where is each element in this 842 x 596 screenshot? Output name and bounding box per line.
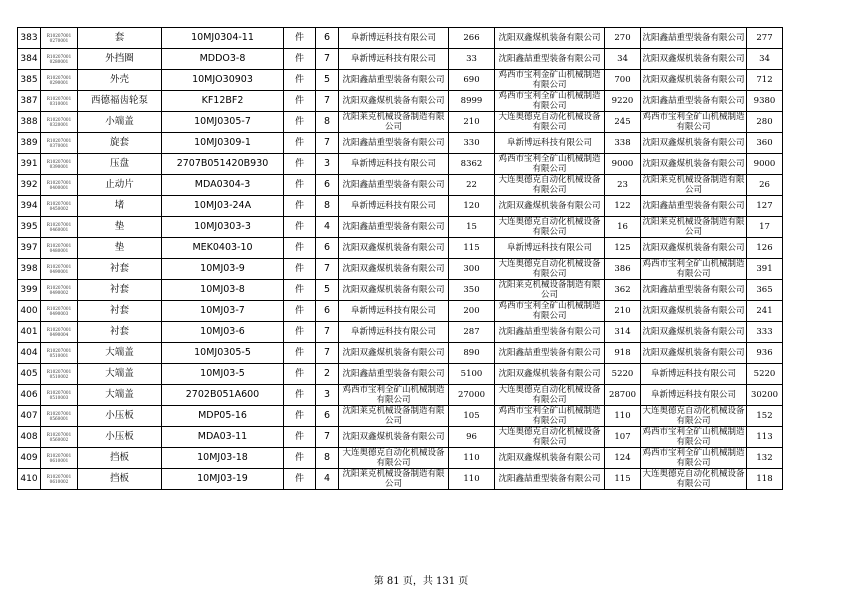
part-name-cell: 衬套 [78,259,162,280]
supplier-1-cell: 阜新博远科技有限公司 [339,301,449,322]
supplier-3-cell: 鸡西市宝利全矿山机械制造有限公司 [642,427,745,447]
supplier-3-cell: 大连奥德克自动化机械设备有限公司 [642,406,745,426]
supplier-1-cell: 沈阳莱克机械设备制造有限公司 [339,112,449,133]
quantity-cell: 7 [316,259,339,280]
part-name-cell: 小压板 [78,427,162,448]
supplier-3-cell: 阜新博远科技有限公司 [641,364,747,385]
material-code-cell: R10207001 0490004 [41,322,78,343]
supplier-2-cell: 沈阳鑫喆重型装备有限公司 [495,49,605,70]
supplier-2-cell: 沈阳莱克机械设备制造有限公司 [495,280,605,301]
supplier-1-cell: 沈阳双鑫煤机装备有限公司 [339,91,449,112]
price-2-cell: 115 [605,469,641,490]
model-number-cell: 10MJ03-5 [162,364,284,385]
supplier-2-cell: 沈阳鑫喆重型装备有限公司 [495,469,605,490]
material-code-cell: R10207001 0490002 [41,280,78,301]
price-2-cell: 107 [605,427,641,448]
supplier-3-cell: 沈阳双鑫煤机装备有限公司 [641,343,747,364]
price-3-cell: 5220 [747,364,783,385]
price-1-cell: 8362 [449,154,495,175]
row-number-cell: 398 [18,259,41,280]
table-row [18,28,783,49]
unit-cell: 件 [284,385,316,406]
table-row [18,196,783,217]
material-code-cell: R10207001 0610001 [41,448,78,469]
row-number-cell: 404 [18,343,41,364]
supplier-1-cell: 沈阳双鑫煤机装备有限公司 [339,259,449,280]
material-code-cell: R10207001 0270001 [41,28,78,49]
price-1-cell: 890 [449,343,495,364]
supplier-3-cell: 沈阳鑫喆重型装备有限公司 [641,91,747,112]
part-name-cell: 旋套 [78,133,162,154]
unit-cell: 件 [284,175,316,196]
unit-cell: 件 [284,364,316,385]
supplier-2-cell: 沈阳双鑫煤机装备有限公司 [495,196,605,217]
material-code-cell: R10207001 0490003 [41,301,78,322]
model-number-cell: MDP05-16 [162,406,284,427]
table-row [18,322,783,343]
material-code-cell: R10207001 0370001 [41,133,78,154]
price-3-cell: 277 [747,28,783,49]
row-number-cell: 385 [18,70,41,91]
row-number-cell: 389 [18,133,41,154]
price-1-cell: 27000 [449,385,495,406]
supplier-3-cell: 沈阳莱克机械设备制造有限公司 [642,175,745,195]
price-2-cell: 338 [605,133,641,154]
supplier-2-cell: 鸡西市宝利全矿山机械制造有限公司 [495,91,605,112]
price-3-cell: 9000 [747,154,783,175]
quantity-cell: 7 [316,91,339,112]
price-2-cell: 23 [605,175,641,196]
part-name-cell: 衬套 [78,322,162,343]
price-3-cell: 113 [747,427,783,448]
supplier-2-cell: 大连奥德克自动化机械设备有限公司 [495,175,605,196]
price-2-cell: 362 [605,280,641,301]
price-2-cell: 122 [605,196,641,217]
price-3-cell: 280 [747,112,783,133]
supplier-2-cell: 沈阳鑫喆重型装备有限公司 [495,343,605,364]
unit-cell: 件 [284,343,316,364]
supplier-3-cell: 沈阳双鑫煤机装备有限公司 [641,133,747,154]
supplier-2-cell: 阜新博远科技有限公司 [495,133,605,154]
material-code-cell: R10207001 0320001 [41,112,78,133]
supplier-1-cell: 沈阳鑫喆重型装备有限公司 [339,70,449,91]
supplier-1-cell: 沈阳鑫喆重型装备有限公司 [339,364,449,385]
row-number-cell: 387 [18,91,41,112]
unit-cell: 件 [284,469,316,490]
supplier-2-cell: 鸡西市宝利全矿山机械制造有限公司 [495,154,605,175]
supplier-3-cell: 鸡西市宝利全矿山机械制造有限公司 [642,112,745,132]
price-1-cell: 120 [449,196,495,217]
unit-cell: 件 [284,28,316,49]
quantity-cell: 8 [316,196,339,217]
part-name-cell: 小压板 [78,406,162,427]
table-row [18,112,783,133]
table-row [18,301,783,322]
price-2-cell: 110 [605,406,641,427]
price-1-cell: 350 [449,280,495,301]
part-name-cell: 衬套 [78,280,162,301]
quantity-cell: 6 [316,175,339,196]
table-row [18,427,783,448]
supplier-1-cell: 阜新博远科技有限公司 [339,322,449,343]
quantity-cell: 6 [316,28,339,49]
price-1-cell: 5100 [449,364,495,385]
price-3-cell: 333 [747,322,783,343]
row-number-cell: 408 [18,427,41,448]
supplier-2-cell: 沈阳双鑫煤机装备有限公司 [495,364,605,385]
supplier-2-cell: 沈阳双鑫煤机装备有限公司 [495,28,605,49]
row-number-cell: 407 [18,406,41,427]
supplier-1-cell: 沈阳双鑫煤机装备有限公司 [339,238,449,259]
table-row [18,469,783,490]
price-3-cell: 391 [747,259,783,280]
part-name-cell: 套 [78,28,162,49]
supplier-2-cell: 鸡西市宝利全矿山机械制造有限公司 [495,406,605,427]
price-3-cell: 365 [747,280,783,301]
row-number-cell: 397 [18,238,41,259]
price-3-cell: 241 [747,301,783,322]
unit-cell: 件 [284,112,316,133]
price-2-cell: 314 [605,322,641,343]
price-3-cell: 118 [747,469,783,490]
unit-cell: 件 [284,448,316,469]
supplier-3-cell: 沈阳鑫喆重型装备有限公司 [641,196,747,217]
row-number-cell: 410 [18,469,41,490]
table-row [18,259,783,280]
row-number-cell: 383 [18,28,41,49]
quantity-cell: 8 [316,112,339,133]
row-number-cell: 392 [18,175,41,196]
model-number-cell: 10MJ0305-7 [162,112,284,133]
model-number-cell: 2707B051420B930 [162,154,284,175]
supplier-2-cell: 阜新博远科技有限公司 [495,238,605,259]
table-row [18,175,783,196]
price-1-cell: 22 [449,175,495,196]
unit-cell: 件 [284,406,316,427]
price-3-cell: 17 [747,217,783,238]
price-1-cell: 8999 [449,91,495,112]
price-2-cell: 386 [605,259,641,280]
supplier-3-cell: 沈阳双鑫煤机装备有限公司 [641,70,747,91]
model-number-cell: 10MJ03-18 [162,448,284,469]
supplier-3-cell: 沈阳莱克机械设备制造有限公司 [642,217,745,237]
material-code-cell: R10207001 0390001 [41,154,78,175]
unit-cell: 件 [284,322,316,343]
price-1-cell: 33 [449,49,495,70]
price-3-cell: 26 [747,175,783,196]
part-name-cell: 大端盖 [78,364,162,385]
unit-cell: 件 [284,280,316,301]
price-comparison-table [17,27,783,490]
table-row [18,133,783,154]
row-number-cell: 406 [18,385,41,406]
quantity-cell: 4 [316,217,339,238]
table-row [18,280,783,301]
price-3-cell: 127 [747,196,783,217]
model-number-cell: 10MJ03-9 [162,259,284,280]
supplier-2-cell: 大连奥德克自动化机械设备有限公司 [495,427,605,448]
supplier-2-cell: 大连奥德克自动化机械设备有限公司 [495,112,605,133]
row-number-cell: 395 [18,217,41,238]
price-1-cell: 15 [449,217,495,238]
model-number-cell: 2702B051A600 [162,385,284,406]
supplier-1-cell: 阜新博远科技有限公司 [339,28,449,49]
supplier-3-cell: 鸡西市宝利全矿山机械制造有限公司 [642,259,745,279]
quantity-cell: 7 [316,322,339,343]
price-3-cell: 9380 [747,91,783,112]
row-number-cell: 400 [18,301,41,322]
supplier-3-cell: 沈阳双鑫煤机装备有限公司 [641,238,747,259]
supplier-2-cell: 沈阳鑫喆重型装备有限公司 [495,322,605,343]
model-number-cell: 10MJ03-24A [162,196,284,217]
supplier-1-cell: 沈阳莱克机械设备制造有限公司 [339,406,449,427]
model-number-cell: MDA03-11 [162,427,284,448]
unit-cell: 件 [284,301,316,322]
part-name-cell: 外壳 [78,70,162,91]
table-row [18,70,783,91]
part-name-cell: 挡板 [78,448,162,469]
price-1-cell: 105 [449,406,495,427]
row-number-cell: 401 [18,322,41,343]
supplier-1-cell: 阜新博远科技有限公司 [339,196,449,217]
unit-cell: 件 [284,70,316,91]
quantity-cell: 3 [316,385,339,406]
price-1-cell: 115 [449,238,495,259]
model-number-cell: 10MJ0303-3 [162,217,284,238]
row-number-cell: 384 [18,49,41,70]
model-number-cell: KF12BF2 [162,91,284,112]
price-2-cell: 270 [605,28,641,49]
part-name-cell: 小端盖 [78,112,162,133]
price-3-cell: 34 [747,49,783,70]
part-name-cell: 垫 [78,217,162,238]
supplier-1-cell: 大连奥德克自动化机械设备有限公司 [339,448,449,469]
supplier-1-cell: 鸡西市宝利全矿山机械制造有限公司 [339,385,449,406]
unit-cell: 件 [284,196,316,217]
material-code-cell: R10207001 0510001 [41,343,78,364]
supplier-1-cell: 阜新博远科技有限公司 [339,49,449,70]
part-name-cell: 外挡圈 [78,49,162,70]
row-number-cell: 391 [18,154,41,175]
price-3-cell: 30200 [747,385,783,406]
part-name-cell: 止动片 [78,175,162,196]
unit-cell: 件 [284,238,316,259]
unit-cell: 件 [284,49,316,70]
supplier-1-cell: 沈阳鑫喆重型装备有限公司 [339,175,449,196]
price-2-cell: 700 [605,70,641,91]
material-code-cell: R10207001 0310001 [41,91,78,112]
price-2-cell: 245 [605,112,641,133]
unit-cell: 件 [284,91,316,112]
supplier-3-cell: 大连奥德克自动化机械设备有限公司 [642,469,745,489]
row-number-cell: 405 [18,364,41,385]
part-name-cell: 衬套 [78,301,162,322]
row-number-cell: 394 [18,196,41,217]
supplier-3-cell: 沈阳双鑫煤机装备有限公司 [641,301,747,322]
material-code-cell: R10207001 0560002 [41,427,78,448]
table-row [18,448,783,469]
unit-cell: 件 [284,427,316,448]
row-number-cell: 409 [18,448,41,469]
price-3-cell: 126 [747,238,783,259]
price-3-cell: 936 [747,343,783,364]
table-row [18,238,783,259]
part-name-cell: 堵 [78,196,162,217]
unit-cell: 件 [284,154,316,175]
supplier-1-cell: 沈阳双鑫煤机装备有限公司 [339,280,449,301]
price-1-cell: 210 [449,112,495,133]
price-2-cell: 124 [605,448,641,469]
quantity-cell: 4 [316,469,339,490]
part-name-cell: 压盘 [78,154,162,175]
model-number-cell: 10MJ03-6 [162,322,284,343]
part-name-cell: 大端盖 [78,343,162,364]
supplier-2-cell: 鸡西市宝利全矿山机械制造有限公司 [495,301,605,322]
table-body [18,28,783,490]
material-code-cell: R10207001 0610002 [41,469,78,490]
price-2-cell: 125 [605,238,641,259]
supplier-1-cell: 沈阳双鑫煤机装备有限公司 [339,427,449,448]
supplier-2-cell: 大连奥德克自动化机械设备有限公司 [495,259,605,280]
price-2-cell: 9000 [605,154,641,175]
supplier-3-cell: 沈阳双鑫煤机装备有限公司 [641,154,747,175]
quantity-cell: 8 [316,448,339,469]
supplier-1-cell: 沈阳莱克机械设备制造有限公司 [339,469,449,490]
model-number-cell: 10MJ03-7 [162,301,284,322]
part-name-cell: 大端盖 [78,385,162,406]
part-name-cell: 西德福齿轮泵 [78,91,162,112]
price-2-cell: 918 [605,343,641,364]
price-2-cell: 9220 [605,91,641,112]
price-2-cell: 28700 [605,385,641,406]
table-row [18,91,783,112]
quantity-cell: 2 [316,364,339,385]
supplier-2-cell: 大连奥德克自动化机械设备有限公司 [495,385,605,406]
supplier-2-cell: 鸡西市宝利金矿山机械制造有限公司 [495,70,605,91]
supplier-3-cell: 沈阳双鑫煤机装备有限公司 [641,49,747,70]
model-number-cell: 10MJ03-8 [162,280,284,301]
row-number-cell: 388 [18,112,41,133]
supplier-1-cell: 阜新博远科技有限公司 [339,154,449,175]
price-1-cell: 200 [449,301,495,322]
model-number-cell: MDDO3-8 [162,49,284,70]
quantity-cell: 3 [316,154,339,175]
material-code-cell: R10207001 0450002 [41,196,78,217]
price-1-cell: 330 [449,133,495,154]
quantity-cell: 7 [316,343,339,364]
supplier-3-cell: 沈阳双鑫煤机装备有限公司 [641,322,747,343]
material-code-cell: R10207001 0400001 [41,175,78,196]
supplier-3-cell: 阜新博远科技有限公司 [641,385,747,406]
model-number-cell: MEK0403-10 [162,238,284,259]
supplier-1-cell: 沈阳鑫喆重型装备有限公司 [339,217,449,238]
unit-cell: 件 [284,133,316,154]
price-2-cell: 210 [605,301,641,322]
price-1-cell: 287 [449,322,495,343]
price-3-cell: 152 [747,406,783,427]
quantity-cell: 6 [316,406,339,427]
model-number-cell: 10MJ0305-5 [162,343,284,364]
price-1-cell: 300 [449,259,495,280]
price-3-cell: 132 [747,448,783,469]
price-1-cell: 110 [449,448,495,469]
price-3-cell: 712 [747,70,783,91]
price-1-cell: 96 [449,427,495,448]
model-number-cell: MDA0304-3 [162,175,284,196]
quantity-cell: 7 [316,133,339,154]
table-row [18,49,783,70]
quantity-cell: 6 [316,238,339,259]
row-number-cell: 399 [18,280,41,301]
material-code-cell: R10207001 0460001 [41,217,78,238]
price-3-cell: 360 [747,133,783,154]
supplier-3-cell: 沈阳鑫喆重型装备有限公司 [641,28,747,49]
material-code-cell: R10207001 0290001 [41,70,78,91]
supplier-2-cell: 大连奥德克自动化机械设备有限公司 [495,217,605,238]
table-row [18,154,783,175]
material-code-cell: R10207001 0510003 [41,385,78,406]
model-number-cell: 10MJ0309-1 [162,133,284,154]
quantity-cell: 7 [316,427,339,448]
quantity-cell: 6 [316,301,339,322]
unit-cell: 件 [284,217,316,238]
model-number-cell: 10MJ0304-11 [162,28,284,49]
table-row [18,385,783,406]
price-2-cell: 16 [605,217,641,238]
supplier-3-cell: 沈阳鑫喆重型装备有限公司 [641,280,747,301]
price-2-cell: 34 [605,49,641,70]
part-name-cell: 挡板 [78,469,162,490]
page-footer: 第 81 页，共 131 页 [373,576,469,587]
supplier-2-cell: 沈阳双鑫煤机装备有限公司 [495,448,605,469]
price-1-cell: 690 [449,70,495,91]
quantity-cell: 5 [316,280,339,301]
quantity-cell: 7 [316,49,339,70]
price-2-cell: 5220 [605,364,641,385]
material-code-cell: R10207001 0490001 [41,259,78,280]
material-code-cell: R10207001 0280001 [41,49,78,70]
price-1-cell: 110 [449,469,495,490]
unit-cell: 件 [284,259,316,280]
table-row [18,217,783,238]
supplier-1-cell: 沈阳双鑫煤机装备有限公司 [339,343,449,364]
supplier-3-cell: 鸡西市宝利全矿山机械制造有限公司 [642,448,745,468]
supplier-1-cell: 沈阳鑫喆重型装备有限公司 [339,133,449,154]
material-code-cell: R10207001 0560001 [41,406,78,427]
material-code-cell: R10207001 0510002 [41,364,78,385]
table-row [18,364,783,385]
material-code-cell: R10207001 0480001 [41,238,78,259]
model-number-cell: 10MJO30903 [162,70,284,91]
price-1-cell: 266 [449,28,495,49]
table-row [18,343,783,364]
model-number-cell: 10MJ03-19 [162,469,284,490]
quantity-cell: 5 [316,70,339,91]
table-row [18,406,783,427]
part-name-cell: 垫 [78,238,162,259]
